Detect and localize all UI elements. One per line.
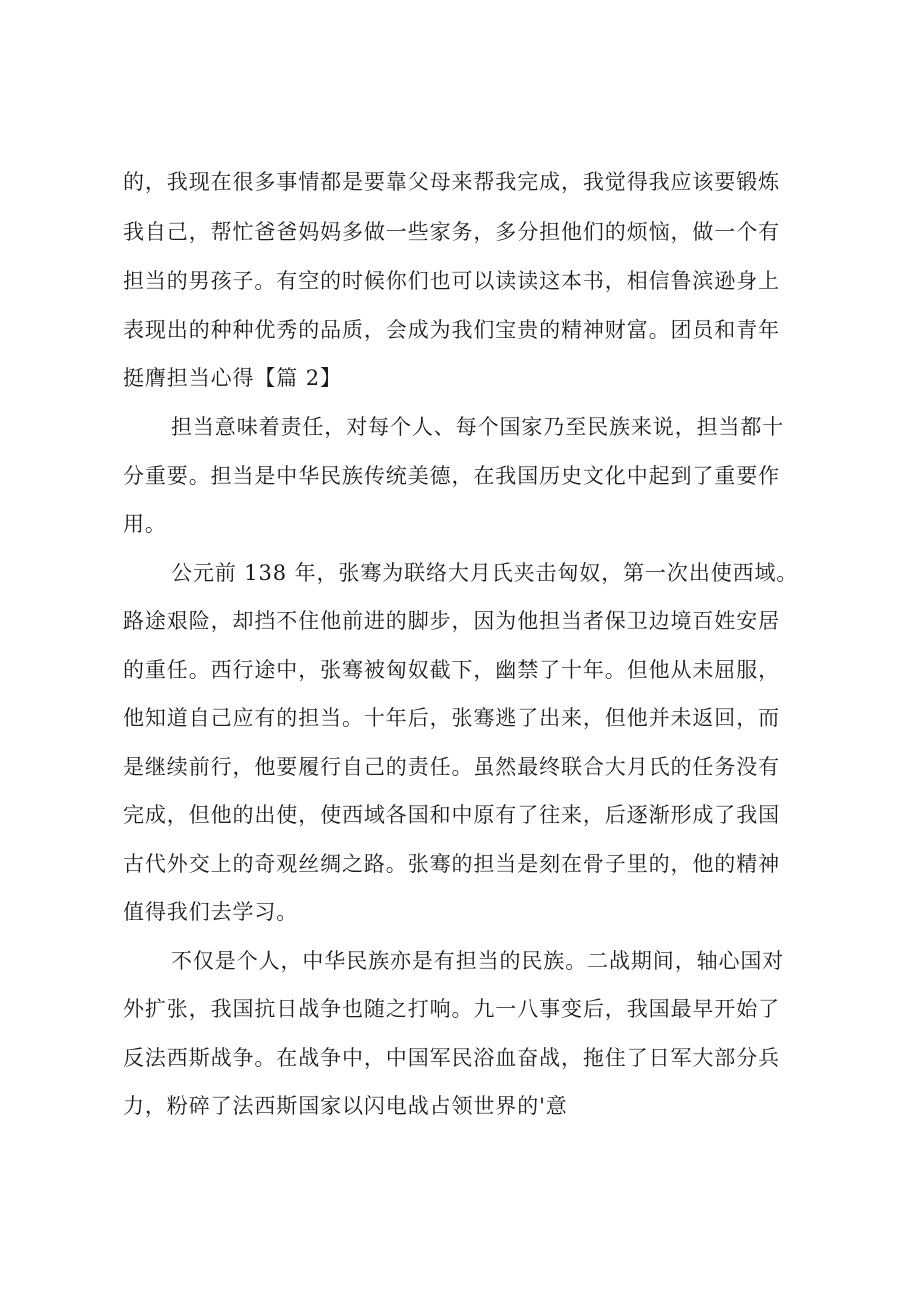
text-line: 我自己，帮忙爸爸妈妈多做一些家务，多分担他们的烦恼，做一个有: [123, 220, 780, 244]
text-line: 是继续前行，他要履行自己的责任。虽然最终联合大月氏的任务没有: [123, 755, 780, 779]
text-line: 的，我现在很多事情都是要靠父母来帮我完成，我觉得我应该要锻炼: [123, 170, 780, 194]
paragraph-first-line: 担当意味着责任，对每个人、每个国家乃至民族来说，担当都十: [171, 415, 785, 439]
text-line: 反法西斯战争。在战争中，中国军民浴血奋战，拖住了日军大部分兵: [123, 1046, 780, 1070]
paragraph-first-line: 公元前 138 年，张骞为联络大月氏夹击匈奴，第一次出使西域。: [171, 561, 799, 585]
text-line: 表现出的种种优秀的品质，会成为我们宝贵的精神财富。团员和青年: [123, 318, 780, 342]
text-line: 路途艰险，却挡不住他前进的脚步，因为他担当者保卫边境百姓安居: [123, 609, 780, 633]
text-line: 他知道自己应有的担当。十年后，张骞逃了出来，但他并未返回，而: [123, 706, 780, 730]
section-heading: 挺膺担当心得【篇 2】: [123, 366, 342, 390]
text-line: 完成，但他的出使，使西域各国和中原有了往来，后逐渐形成了我国: [123, 803, 780, 827]
text-line: 古代外交上的奇观丝绸之路。张骞的担当是刻在骨子里的，他的精神: [123, 852, 780, 876]
text-line: 值得我们去学习。: [123, 900, 299, 924]
text-line: 用。: [123, 512, 167, 536]
paragraph-first-line: 不仅是个人，中华民族亦是有担当的民族。二战期间，轴心国对: [171, 949, 785, 973]
text-line: 的重任。西行途中，张骞被匈奴截下，幽禁了十年。但他从未屈服，: [123, 658, 780, 682]
text-line: 担当的男孩子。有空的时候你们也可以读读这本书，相信鲁滨逊身上: [123, 269, 780, 293]
text-line: 分重要。担当是中华民族传统美德，在我国历史文化中起到了重要作: [123, 464, 780, 488]
text-line: 力，粉碎了法西斯国家以闪电战占领世界的'意: [123, 1094, 568, 1118]
text-line: 外扩张，我国抗日战争也随之打响。九一八事变后，我国最早开始了: [123, 997, 780, 1021]
